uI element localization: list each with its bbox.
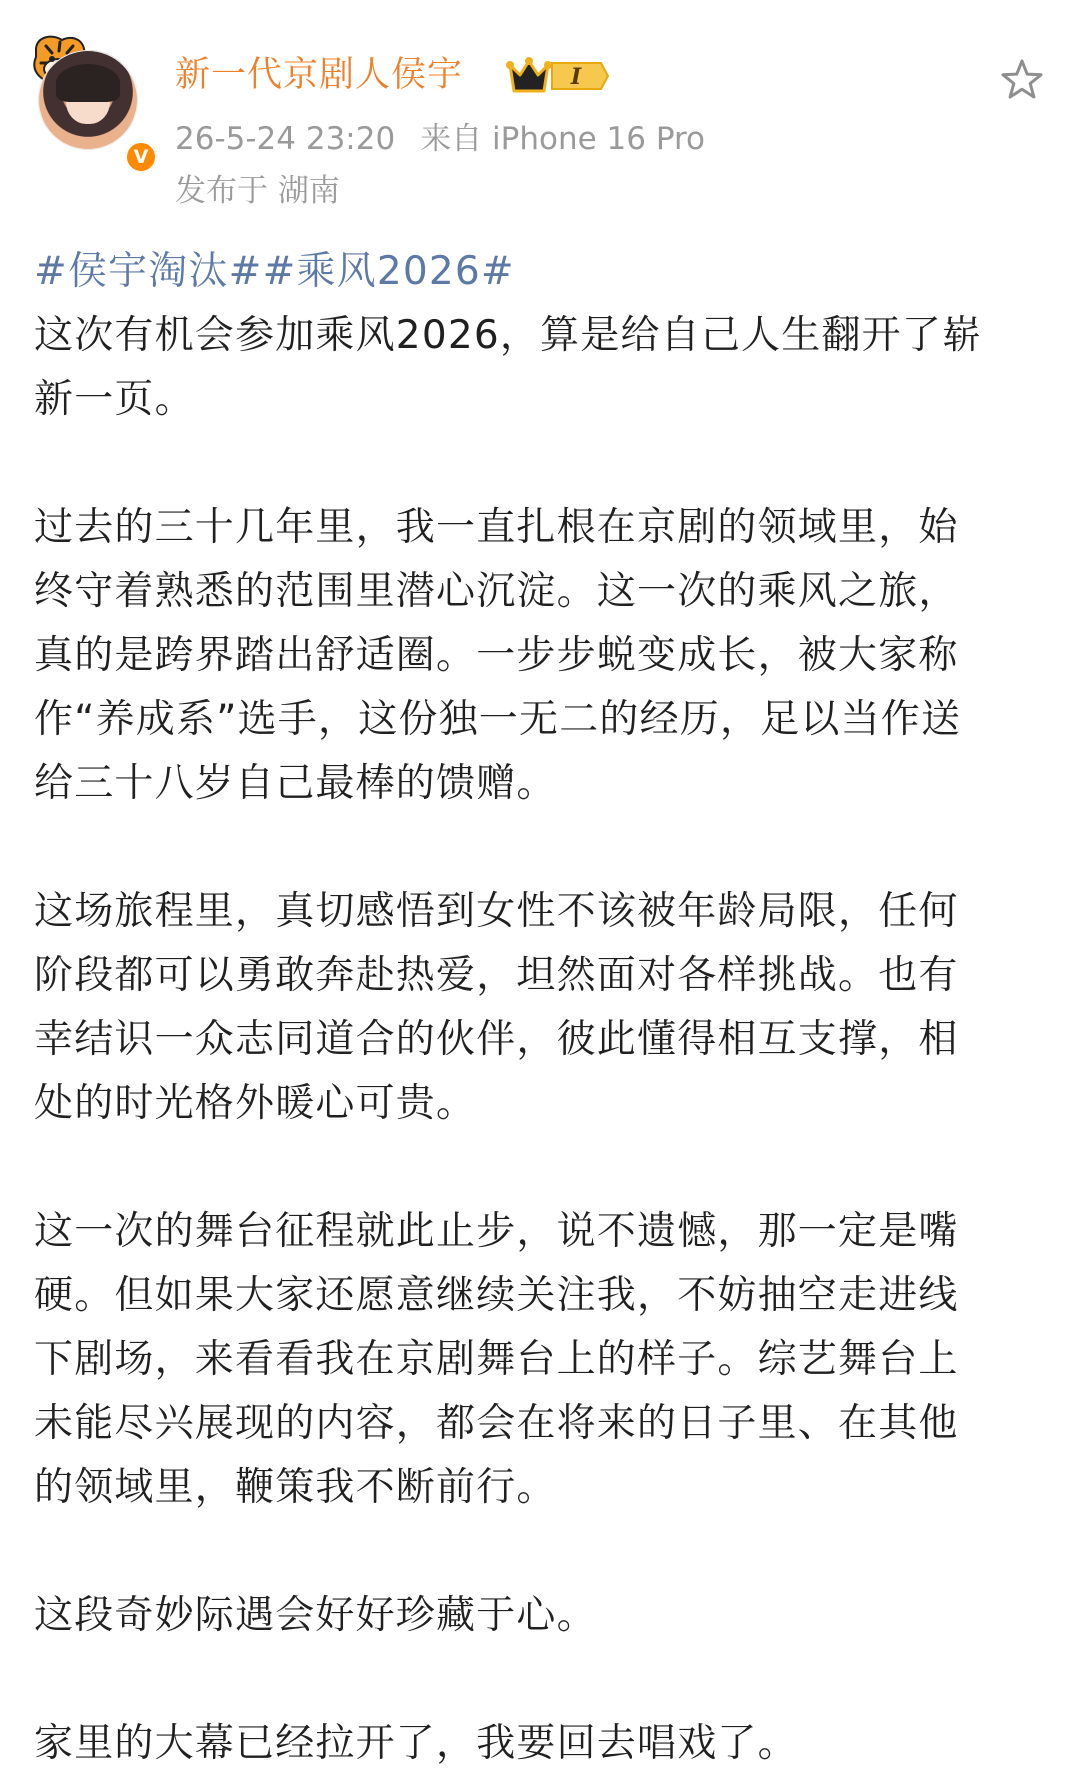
- text-line: 这段奇妙际遇会好好珍藏于心。: [34, 1593, 597, 1638]
- post-location: 发布于 湖南: [175, 173, 340, 209]
- avatar-container[interactable]: [28, 32, 149, 168]
- text-line: 幸结识一众志同道合的伙伴，彼此懂得相互支撑，相: [34, 1017, 959, 1062]
- level-text: I: [570, 64, 582, 90]
- text-line: 真的是跨界踏出舒适圈。一步步蜕变成长，被大家称: [34, 633, 959, 678]
- paragraph-memory: [34, 1584, 1040, 1648]
- text-line: 过去的三十几年里，我一直扎根在京剧的领域里，始: [34, 505, 959, 550]
- text-line: 作“养成系”选手，这份独一无二的经历，足以当作送: [34, 697, 962, 742]
- text-line: 的领域里，鞭策我不断前行。: [34, 1465, 557, 1510]
- paragraph-ending: [34, 1712, 1040, 1776]
- text-line: 下剧场，来看看我在京剧舞台上的样子。综艺舞台上: [34, 1337, 959, 1382]
- text-line: 这一次的舞台征程就此止步，说不遗憾，那一定是嘴: [34, 1209, 959, 1254]
- text-line: 这次有机会参加乘风2026，算是给自己人生翻开了崭: [34, 313, 983, 358]
- hashtag-row: [34, 240, 1040, 304]
- post-meta: [175, 118, 705, 160]
- text-line: 阶段都可以勇敢奔赴热爱，坦然面对各样挑战。也有: [34, 953, 959, 998]
- star-outline-icon[interactable]: [998, 56, 1046, 104]
- text-line: 处的时光格外暖心可贵。: [34, 1081, 477, 1126]
- hashtag-chengfeng[interactable]: #乘风2026#: [262, 249, 515, 294]
- post-header: [0, 0, 1080, 220]
- timestamp: 26-5-24 23:20: [175, 121, 396, 157]
- crown-level-badge-icon: [505, 55, 611, 97]
- verified-v-icon: V: [124, 140, 158, 174]
- paragraph-career: [34, 496, 1040, 816]
- text-line: 未能尽兴展现的内容，都会在将来的日子里、在其他: [34, 1401, 959, 1446]
- post-body: [34, 240, 1040, 1776]
- paragraph-journey: [34, 880, 1040, 1136]
- text-line: 这场旅程里，真切感悟到女性不该被年龄局限，任何: [34, 889, 959, 934]
- post-source: 来自 iPhone 16 Pro: [420, 121, 706, 157]
- text-line: 终守着熟悉的范围里潜心沉淀。这一次的乘风之旅，: [34, 569, 959, 614]
- text-line: 家里的大幕已经拉开了，我要回去唱戏了。: [34, 1721, 798, 1766]
- username[interactable]: 新一代京剧人侯宇: [175, 55, 464, 95]
- text-line: 硬。但如果大家还愿意继续关注我，不妨抽空走进线: [34, 1273, 959, 1318]
- hashtag-elimination[interactable]: #侯宇淘汰#: [34, 249, 263, 294]
- avatar[interactable]: [38, 50, 138, 150]
- paragraph-stage: [34, 1200, 1040, 1520]
- paragraph-opening: [34, 304, 1040, 432]
- text-line: 给三十八岁自己最棒的馈赠。: [34, 761, 557, 806]
- text-line: 新一页。: [34, 377, 195, 422]
